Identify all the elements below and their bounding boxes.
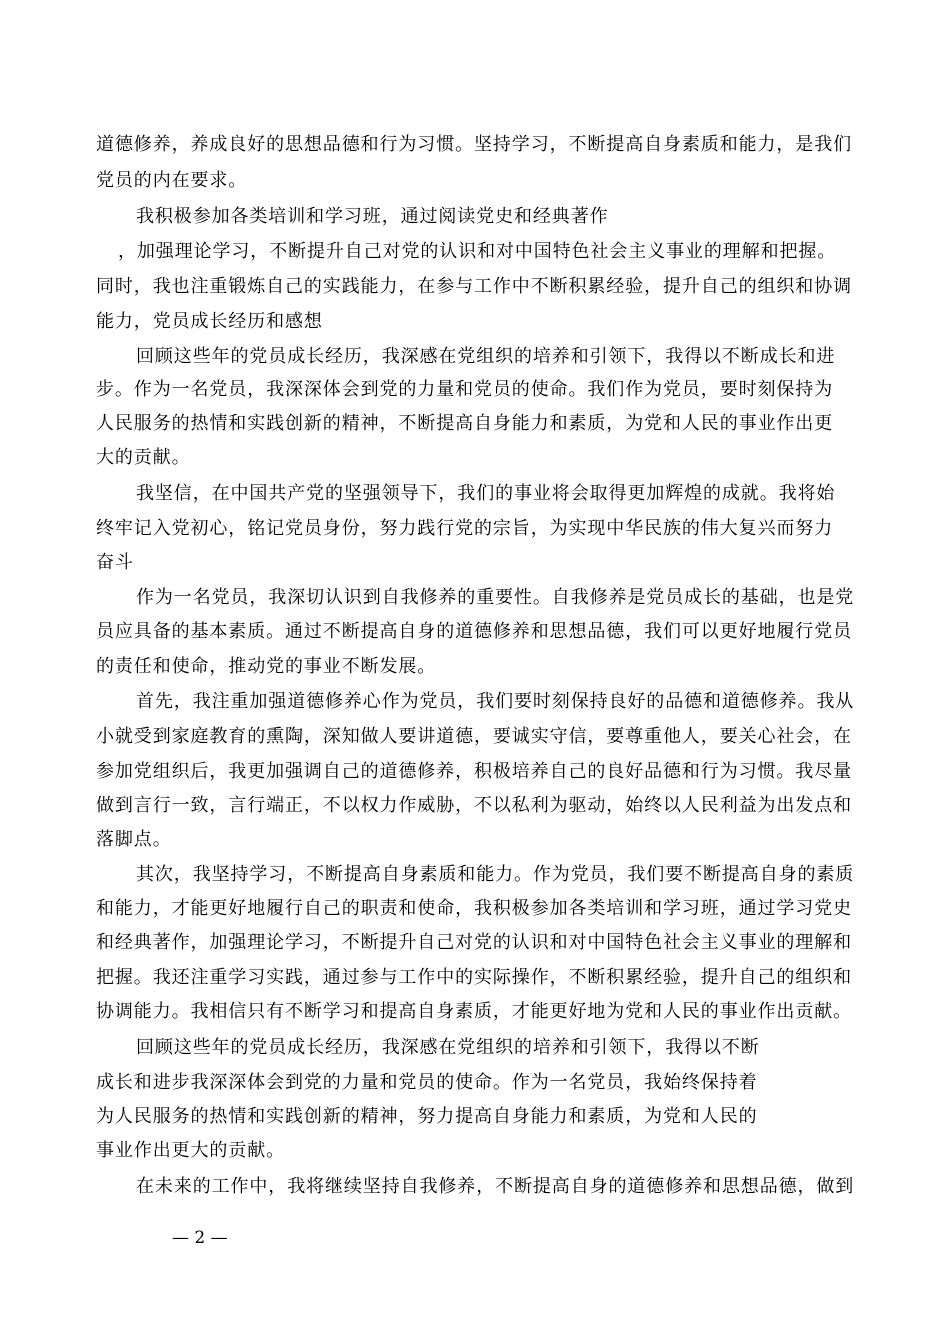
text-line: 回顾这些年的党员成长经历，我深感在党组织的培养和引领下，我得以不断成长和进 <box>136 346 836 367</box>
page-number: — 2 — <box>172 1228 228 1248</box>
text-line: 步。作为一名党员，我深深体会到党的力量和党员的使命。我们作为党员，要时刻保持为 <box>96 379 834 400</box>
text-line: 在未来的工作中，我将继续坚持自我修养，不断提高自身的道德修养和思想品德，做到 <box>136 1176 855 1197</box>
text-line: 作为一名党员，我深切认识到自我修养的重要性。自我修养是党员成长的基础，也是党 <box>136 587 855 608</box>
text-line: 做到言行一致，言行端正，不以权力作威胁，不以私利为驱动，始终以人民利益为出发点和 <box>96 795 852 816</box>
text-line: 落脚点。 <box>96 829 172 850</box>
text-line: 和能力，才能更好地履行自己的职责和使命，我积极参加各类培训和学习班，通过学习党史 <box>96 898 852 919</box>
text-line: 同时，我也注重锻炼自己的实践能力，在参与工作中不断积累经验，提升自己的组织和协调 <box>96 276 852 297</box>
text-line: 参加党组织后，我更加强调自己的道德修养，积极培养自己的良好品德和行为习惯。我尽量 <box>96 761 852 782</box>
text-line: 终牢记入党初心，铭记党员身份，努力践行党的宗旨，为实现中华民族的伟大复兴而努力 <box>96 518 834 539</box>
text-line: 为人民服务的热情和实践创新的精神，努力提高自身能力和素质，为党和人民的 <box>96 1106 758 1127</box>
text-line: 成长和进步我深深体会到党的力量和党员的使命。作为一名党员，我始终保持着 <box>96 1072 758 1093</box>
text-line: 道德修养，养成良好的思想品德和行为习惯。坚持学习，不断提高自身素质和能力，是我们 <box>96 134 852 155</box>
text-line: 大的贡献。 <box>96 447 191 468</box>
text-line: 协调能力。我相信只有不断学习和提高自身素质，才能更好地为党和人民的事业作出贡献。 <box>96 1001 852 1022</box>
text-line: 我积极参加各类培训和学习班，通过阅读党史和经典著作 <box>136 206 609 227</box>
text-line: 能力，党员成长经历和感想 <box>96 311 323 332</box>
text-line: 的责任和使命，推动党的事业不断发展。 <box>96 656 437 677</box>
text-line: ，加强理论学习，不断提升自己对党的认识和对中国特色社会主义事业的理解和把握。 <box>118 241 837 262</box>
text-line: 回顾这些年的党员成长经历，我深感在党组织的培养和引领下，我得以不断 <box>136 1037 760 1058</box>
text-line: 我坚信，在中国共产党的坚强领导下，我们的事业将会取得更加辉煌的成就。我将始 <box>136 483 836 504</box>
text-line: 首先，我注重加强道德修养心作为党员，我们要时刻保持良好的品德和道德修养。我从 <box>136 691 855 712</box>
text-line: 人民服务的热情和实践创新的精神，不断提高自身能力和素质，为党和人民的事业作出更 <box>96 413 834 434</box>
text-line: 事业作出更大的贡献。 <box>96 1140 285 1161</box>
text-line: 党员的内在要求。 <box>96 170 248 191</box>
text-line: 小就受到家庭教育的熏陶，深知做人要讲道德，要诚实守信，要尊重他人，要关心社会，在 <box>96 726 852 747</box>
text-line: 把握。我还注重学习实践，通过参与工作中的实际操作，不断积累经验，提升自己的组织和 <box>96 967 852 988</box>
text-line: 员应具备的基本素质。通过不断提高自身的道德修养和思想品德，我们可以更好地履行党员 <box>96 621 852 642</box>
text-line: 其次，我坚持学习，不断提高自身素质和能力。作为党员，我们要不断提高自身的素质 <box>136 864 855 885</box>
text-line: 奋斗 <box>96 552 134 573</box>
text-line: 和经典著作，加强理论学习，不断提升自己对党的认识和对中国特色社会主义事业的理解和 <box>96 932 852 953</box>
